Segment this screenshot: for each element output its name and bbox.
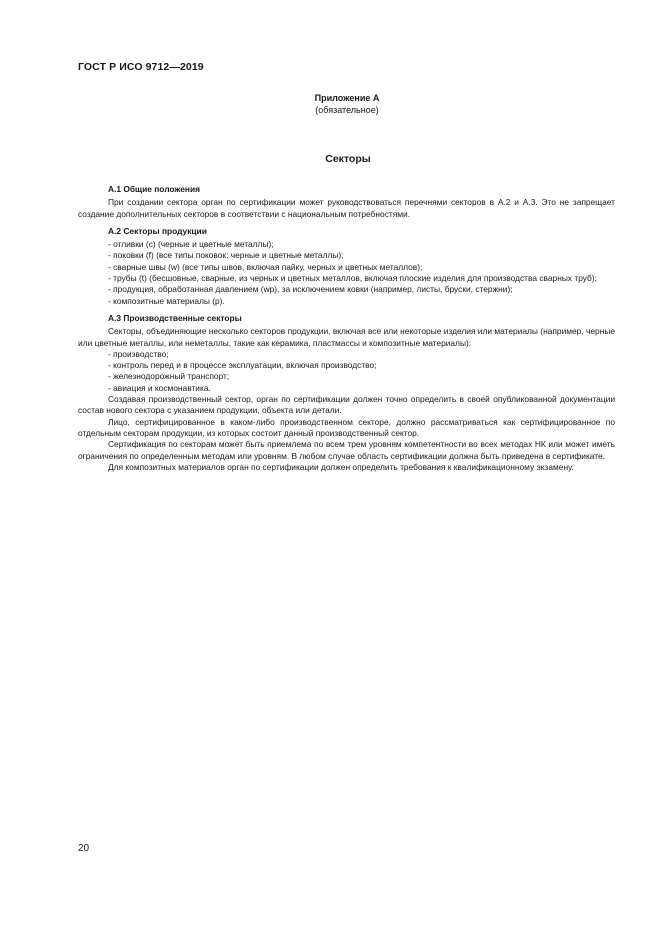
section-a2 [78, 226, 615, 307]
list-item: - контроль перед и в процессе эксплуатации, включая производство; [108, 360, 377, 371]
list-item: - трубы (t) (бесшовные, сварные, из черных и цветных металлов, включая плоские изделия для производства сварных труб); [108, 273, 597, 284]
section-a3-paragraph: Сертификация по секторам может быть приемлема по всем трем уровням компетентности во всех методах НК или может иметь ограничения по определенным методам или уровням. В любом случае область сертификации должна быть приведена в сертификате. [78, 439, 615, 461]
annex-title: Приложение А [314, 93, 380, 103]
list-item: - поковки (f) (все типы поковок: черные и цветные металлы); [108, 250, 344, 261]
document-body [78, 184, 615, 473]
section-a3-paragraph: Лицо, сертифицированное в каком-либо производственном секторе, должно рассматриваться как сертифицированное по отдельным секторам продукции, из которых состоит данный производственный сектор. [78, 416, 615, 438]
list-item: - производство; [108, 348, 169, 359]
section-a2-heading: А.2 Секторы продукции [108, 225, 207, 236]
section-title: Секторы [325, 153, 371, 165]
list-item: - сварные швы (w) (все типы швов, включая пайку, черных и цветных металлов); [108, 261, 423, 272]
section-a1 [78, 184, 615, 220]
section-a3-paragraph: Для композитных материалов орган по сертификации должен определить требования к квалификационному экзамену. [108, 461, 574, 472]
page-number: 20 [78, 843, 90, 854]
list-item: - железнодорожный транспорт; [108, 371, 230, 382]
section-a3-intro: Секторы, объединяющие несколько секторов продукции, включая все или некоторые изделия или материалы (например, черные или цветные металлы, или неметаллы, такие как керамика, пластмассы и композитные материалы): [78, 326, 615, 348]
document-number-header: ГОСТ Р ИСО 9712—2019 [78, 61, 204, 73]
list-item: - авиация и космонавтика. [108, 382, 211, 393]
section-a1-heading: А.1 Общие положения [108, 184, 201, 194]
list-item: - продукция, обработанная давлением (wp), за исключением ковки (например, листы, бруски, стержни); [108, 284, 513, 295]
annex-status: (обязательное) [315, 105, 379, 115]
annex-label [200, 92, 494, 116]
section-a3-heading: А.3 Производственные секторы [108, 312, 242, 323]
list-item: - композитные материалы (р). [108, 295, 225, 306]
section-a3 [78, 313, 615, 473]
section-a3-paragraph: Создавая производственный сектор, орган по сертификации должен точно определить в своей опубликованной документации состав нового сектора с указанием продукции, объекта или детали. [78, 394, 615, 416]
section-a1-paragraph: При создании сектора орган по сертификации может руководствоваться перечнями секторов в А.2 и А.3. Это не запрещает создание дополнительных секторов в соответствии с национальным потребностями. [78, 197, 615, 219]
list-item: - отливки (с) (черные и цветные металлы); [108, 239, 274, 250]
